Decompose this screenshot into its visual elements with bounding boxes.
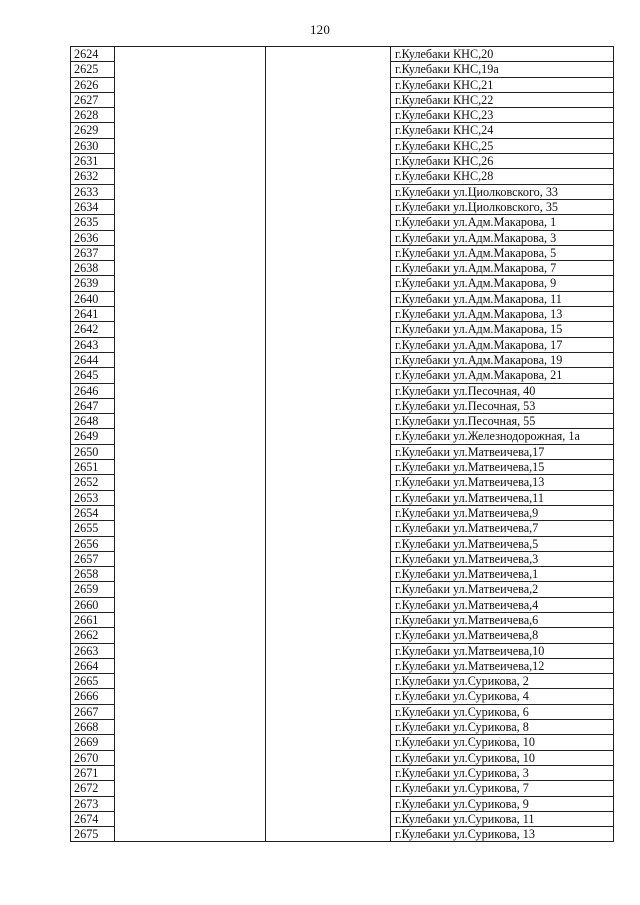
address-cell: г.Кулебаки ул.Адм.Макарова, 1 <box>391 215 614 230</box>
address-cell: г.Кулебаки ул.Адм.Макарова, 21 <box>391 368 614 383</box>
row-number-cell: 2639 <box>71 276 115 291</box>
empty-column-cell <box>266 77 391 92</box>
table-row <box>71 674 614 689</box>
empty-column-cell <box>115 781 266 796</box>
empty-column-cell <box>115 551 266 566</box>
address-cell: г.Кулебаки ул.Адм.Макарова, 9 <box>391 276 614 291</box>
table-row <box>71 230 614 245</box>
table-row <box>71 444 614 459</box>
address-cell: г.Кулебаки ул.Сурикова, 11 <box>391 811 614 826</box>
address-cell: г.Кулебаки ул.Песочная, 53 <box>391 398 614 413</box>
table-row <box>71 322 614 337</box>
table-row <box>71 551 614 566</box>
empty-column-cell <box>266 735 391 750</box>
row-number-cell: 2634 <box>71 199 115 214</box>
empty-column-cell <box>266 796 391 811</box>
empty-column-cell <box>266 505 391 520</box>
row-number-cell: 2654 <box>71 505 115 520</box>
address-cell: г.Кулебаки ул.Матвеичева,2 <box>391 582 614 597</box>
row-number-cell: 2661 <box>71 612 115 627</box>
address-cell: г.Кулебаки ул.Песочная, 40 <box>391 383 614 398</box>
row-number-cell: 2659 <box>71 582 115 597</box>
table-row <box>71 368 614 383</box>
row-number-cell: 2664 <box>71 658 115 673</box>
empty-column-cell <box>115 612 266 627</box>
address-cell: г.Кулебаки ул.Адм.Макарова, 7 <box>391 261 614 276</box>
empty-column-cell <box>115 47 266 62</box>
empty-column-cell <box>266 276 391 291</box>
empty-column-cell <box>115 215 266 230</box>
address-cell: г.Кулебаки ул.Матвеичева,13 <box>391 475 614 490</box>
table-row <box>71 582 614 597</box>
row-number-cell: 2673 <box>71 796 115 811</box>
address-cell: г.Кулебаки ул.Сурикова, 8 <box>391 720 614 735</box>
address-cell: г.Кулебаки ул.Сурикова, 6 <box>391 704 614 719</box>
empty-column-cell <box>115 414 266 429</box>
empty-column-cell <box>115 307 266 322</box>
table-row <box>71 62 614 77</box>
address-cell: г.Кулебаки ул.Адм.Макарова, 15 <box>391 322 614 337</box>
table-row <box>71 261 614 276</box>
address-cell: г.Кулебаки ул.Матвеичева,8 <box>391 628 614 643</box>
row-number-cell: 2653 <box>71 490 115 505</box>
table-row <box>71 735 614 750</box>
empty-column-cell <box>115 184 266 199</box>
empty-column-cell <box>266 597 391 612</box>
row-number-cell: 2675 <box>71 827 115 842</box>
empty-column-cell <box>115 383 266 398</box>
empty-column-cell <box>115 138 266 153</box>
row-number-cell: 2635 <box>71 215 115 230</box>
address-cell: г.Кулебаки ул.Адм.Макарова, 13 <box>391 307 614 322</box>
empty-column-cell <box>266 62 391 77</box>
empty-column-cell <box>115 230 266 245</box>
row-number-cell: 2674 <box>71 811 115 826</box>
address-cell: г.Кулебаки ул.Матвеичева,10 <box>391 643 614 658</box>
address-cell: г.Кулебаки ул.Матвеичева,1 <box>391 567 614 582</box>
empty-column-cell <box>266 643 391 658</box>
empty-column-cell <box>115 77 266 92</box>
empty-column-cell <box>115 123 266 138</box>
address-cell: г.Кулебаки КНС,19а <box>391 62 614 77</box>
row-number-cell: 2667 <box>71 704 115 719</box>
address-cell: г.Кулебаки ул.Сурикова, 10 <box>391 750 614 765</box>
table-row <box>71 77 614 92</box>
row-number-cell: 2628 <box>71 108 115 123</box>
empty-column-cell <box>115 92 266 107</box>
empty-column-cell <box>266 750 391 765</box>
table-row <box>71 199 614 214</box>
empty-column-cell <box>115 628 266 643</box>
table-row <box>71 138 614 153</box>
address-cell: г.Кулебаки КНС,26 <box>391 154 614 169</box>
row-number-cell: 2668 <box>71 720 115 735</box>
address-cell: г.Кулебаки ул.Матвеичева,7 <box>391 521 614 536</box>
address-cell: г.Кулебаки ул.Сурикова, 4 <box>391 689 614 704</box>
empty-column-cell <box>115 368 266 383</box>
empty-column-cell <box>115 154 266 169</box>
address-cell: г.Кулебаки ул.Матвеичева,11 <box>391 490 614 505</box>
address-table <box>70 46 614 842</box>
table-row <box>71 658 614 673</box>
empty-column-cell <box>115 582 266 597</box>
empty-column-cell <box>266 460 391 475</box>
empty-column-cell <box>266 674 391 689</box>
table-row <box>71 612 614 627</box>
row-number-cell: 2640 <box>71 291 115 306</box>
empty-column-cell <box>266 215 391 230</box>
empty-column-cell <box>266 199 391 214</box>
address-cell: г.Кулебаки ул.Железнодорожная, 1а <box>391 429 614 444</box>
address-cell: г.Кулебаки КНС,25 <box>391 138 614 153</box>
empty-column-cell <box>115 765 266 780</box>
empty-column-cell <box>115 536 266 551</box>
table-row <box>71 811 614 826</box>
empty-column-cell <box>266 551 391 566</box>
empty-column-cell <box>115 62 266 77</box>
empty-column-cell <box>115 108 266 123</box>
row-number-cell: 2665 <box>71 674 115 689</box>
empty-column-cell <box>115 827 266 842</box>
empty-column-cell <box>266 184 391 199</box>
empty-column-cell <box>266 521 391 536</box>
address-cell: г.Кулебаки ул.Адм.Макарова, 3 <box>391 230 614 245</box>
address-cell: г.Кулебаки ул.Матвеичева,4 <box>391 597 614 612</box>
table-row <box>71 643 614 658</box>
empty-column-cell <box>115 811 266 826</box>
address-cell: г.Кулебаки ул.Сурикова, 10 <box>391 735 614 750</box>
address-cell: г.Кулебаки ул.Матвеичева,9 <box>391 505 614 520</box>
table-row <box>71 796 614 811</box>
row-number-cell: 2643 <box>71 337 115 352</box>
table-row <box>71 460 614 475</box>
address-table-body <box>71 47 614 842</box>
address-cell: г.Кулебаки ул.Сурикова, 2 <box>391 674 614 689</box>
empty-column-cell <box>115 689 266 704</box>
table-row <box>71 827 614 842</box>
empty-column-cell <box>266 490 391 505</box>
row-number-cell: 2649 <box>71 429 115 444</box>
table-row <box>71 597 614 612</box>
row-number-cell: 2647 <box>71 398 115 413</box>
row-number-cell: 2648 <box>71 414 115 429</box>
row-number-cell: 2637 <box>71 245 115 260</box>
empty-column-cell <box>266 291 391 306</box>
empty-column-cell <box>266 245 391 260</box>
empty-column-cell <box>115 352 266 367</box>
row-number-cell: 2626 <box>71 77 115 92</box>
empty-column-cell <box>115 704 266 719</box>
row-number-cell: 2666 <box>71 689 115 704</box>
table-row <box>71 429 614 444</box>
address-cell: г.Кулебаки ул.Матвеичева,3 <box>391 551 614 566</box>
table-row <box>71 536 614 551</box>
empty-column-cell <box>115 567 266 582</box>
table-row <box>71 689 614 704</box>
empty-column-cell <box>266 108 391 123</box>
row-number-cell: 2633 <box>71 184 115 199</box>
row-number-cell: 2629 <box>71 123 115 138</box>
empty-column-cell <box>115 429 266 444</box>
address-cell: г.Кулебаки КНС,22 <box>391 92 614 107</box>
table-row <box>71 154 614 169</box>
address-cell: г.Кулебаки ул.Матвеичева,5 <box>391 536 614 551</box>
table-row <box>71 414 614 429</box>
row-number-cell: 2672 <box>71 781 115 796</box>
table-row <box>71 383 614 398</box>
table-row <box>71 169 614 184</box>
row-number-cell: 2641 <box>71 307 115 322</box>
address-cell: г.Кулебаки ул.Сурикова, 3 <box>391 765 614 780</box>
empty-column-cell <box>266 92 391 107</box>
empty-column-cell <box>266 811 391 826</box>
empty-column-cell <box>115 245 266 260</box>
table-row <box>71 490 614 505</box>
page-number: 120 <box>309 22 331 37</box>
address-cell: г.Кулебаки ул.Сурикова, 13 <box>391 827 614 842</box>
address-cell: г.Кулебаки ул.Циолковского, 33 <box>391 184 614 199</box>
empty-column-cell <box>266 368 391 383</box>
address-cell: г.Кулебаки ул.Адм.Макарова, 17 <box>391 337 614 352</box>
empty-column-cell <box>266 628 391 643</box>
table-row <box>71 720 614 735</box>
address-cell: г.Кулебаки КНС,20 <box>391 47 614 62</box>
row-number-cell: 2646 <box>71 383 115 398</box>
empty-column-cell <box>115 521 266 536</box>
empty-column-cell <box>115 398 266 413</box>
empty-column-cell <box>115 490 266 505</box>
address-cell: г.Кулебаки КНС,21 <box>391 77 614 92</box>
row-number-cell: 2658 <box>71 567 115 582</box>
empty-column-cell <box>266 689 391 704</box>
table-row <box>71 184 614 199</box>
row-number-cell: 2657 <box>71 551 115 566</box>
address-cell: г.Кулебаки ул.Адм.Макарова, 11 <box>391 291 614 306</box>
table-row <box>71 276 614 291</box>
empty-column-cell <box>266 765 391 780</box>
empty-column-cell <box>266 322 391 337</box>
row-number-cell: 2650 <box>71 444 115 459</box>
address-cell: г.Кулебаки ул.Адм.Макарова, 19 <box>391 352 614 367</box>
table-row <box>71 628 614 643</box>
table-row <box>71 291 614 306</box>
empty-column-cell <box>266 704 391 719</box>
empty-column-cell <box>266 536 391 551</box>
address-cell: г.Кулебаки ул.Матвеичева,12 <box>391 658 614 673</box>
row-number-cell: 2645 <box>71 368 115 383</box>
table-row <box>71 765 614 780</box>
row-number-cell: 2660 <box>71 597 115 612</box>
empty-column-cell <box>266 261 391 276</box>
address-cell: г.Кулебаки ул.Адм.Макарова, 5 <box>391 245 614 260</box>
empty-column-cell <box>266 383 391 398</box>
address-cell: г.Кулебаки ул.Сурикова, 9 <box>391 796 614 811</box>
empty-column-cell <box>115 597 266 612</box>
empty-column-cell <box>115 276 266 291</box>
empty-column-cell <box>266 567 391 582</box>
address-cell: г.Кулебаки ул.Матвеичева,17 <box>391 444 614 459</box>
empty-column-cell <box>266 582 391 597</box>
empty-column-cell <box>115 674 266 689</box>
table-row <box>71 108 614 123</box>
row-number-cell: 2651 <box>71 460 115 475</box>
table-row <box>71 505 614 520</box>
empty-column-cell <box>115 337 266 352</box>
empty-column-cell <box>115 505 266 520</box>
address-cell: г.Кулебаки ул.Песочная, 55 <box>391 414 614 429</box>
empty-column-cell <box>115 658 266 673</box>
empty-column-cell <box>266 307 391 322</box>
address-cell: г.Кулебаки ул.Матвеичева,6 <box>391 612 614 627</box>
table-row <box>71 215 614 230</box>
empty-column-cell <box>115 735 266 750</box>
empty-column-cell <box>266 414 391 429</box>
address-cell: г.Кулебаки ул.Сурикова, 7 <box>391 781 614 796</box>
row-number-cell: 2636 <box>71 230 115 245</box>
row-number-cell: 2638 <box>71 261 115 276</box>
table-row <box>71 781 614 796</box>
empty-column-cell <box>115 169 266 184</box>
row-number-cell: 2631 <box>71 154 115 169</box>
empty-column-cell <box>266 827 391 842</box>
row-number-cell: 2627 <box>71 92 115 107</box>
empty-column-cell <box>115 261 266 276</box>
address-cell: г.Кулебаки КНС,24 <box>391 123 614 138</box>
empty-column-cell <box>115 796 266 811</box>
empty-column-cell <box>115 322 266 337</box>
empty-column-cell <box>266 138 391 153</box>
empty-column-cell <box>266 720 391 735</box>
row-number-cell: 2655 <box>71 521 115 536</box>
empty-column-cell <box>115 750 266 765</box>
table-row <box>71 245 614 260</box>
empty-column-cell <box>266 47 391 62</box>
row-number-cell: 2662 <box>71 628 115 643</box>
empty-column-cell <box>266 230 391 245</box>
table-row <box>71 567 614 582</box>
table-row <box>71 750 614 765</box>
row-number-cell: 2671 <box>71 765 115 780</box>
table-row <box>71 47 614 62</box>
empty-column-cell <box>266 352 391 367</box>
empty-column-cell <box>266 781 391 796</box>
row-number-cell: 2669 <box>71 735 115 750</box>
table-row <box>71 521 614 536</box>
row-number-cell: 2642 <box>71 322 115 337</box>
row-number-cell: 2652 <box>71 475 115 490</box>
row-number-cell: 2663 <box>71 643 115 658</box>
table-row <box>71 307 614 322</box>
empty-column-cell <box>115 460 266 475</box>
empty-column-cell <box>266 444 391 459</box>
address-cell: г.Кулебаки ул.Циолковского, 35 <box>391 199 614 214</box>
table-row <box>71 352 614 367</box>
row-number-cell: 2670 <box>71 750 115 765</box>
table-row <box>71 398 614 413</box>
address-cell: г.Кулебаки ул.Матвеичева,15 <box>391 460 614 475</box>
row-number-cell: 2630 <box>71 138 115 153</box>
empty-column-cell <box>115 444 266 459</box>
empty-column-cell <box>266 658 391 673</box>
row-number-cell: 2624 <box>71 47 115 62</box>
empty-column-cell <box>266 398 391 413</box>
empty-column-cell <box>115 199 266 214</box>
empty-column-cell <box>115 475 266 490</box>
empty-column-cell <box>115 291 266 306</box>
empty-column-cell <box>266 123 391 138</box>
address-cell: г.Кулебаки КНС,23 <box>391 108 614 123</box>
table-row <box>71 92 614 107</box>
empty-column-cell <box>266 154 391 169</box>
table-row <box>71 123 614 138</box>
empty-column-cell <box>266 337 391 352</box>
row-number-cell: 2632 <box>71 169 115 184</box>
table-row <box>71 337 614 352</box>
table-row <box>71 704 614 719</box>
table-row <box>71 475 614 490</box>
row-number-cell: 2656 <box>71 536 115 551</box>
row-number-cell: 2644 <box>71 352 115 367</box>
empty-column-cell <box>266 429 391 444</box>
empty-column-cell <box>266 612 391 627</box>
row-number-cell: 2625 <box>71 62 115 77</box>
address-cell: г.Кулебаки КНС,28 <box>391 169 614 184</box>
empty-column-cell <box>266 169 391 184</box>
empty-column-cell <box>115 643 266 658</box>
empty-column-cell <box>115 720 266 735</box>
empty-column-cell <box>266 475 391 490</box>
